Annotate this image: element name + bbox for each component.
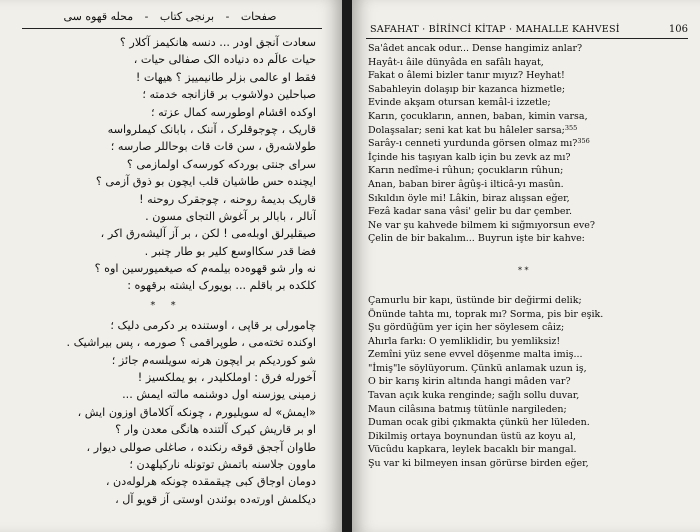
verse-line: Fezâ kadar sana vâsi' gelir bu dar çember.: [368, 206, 573, 218]
verse-text: Sarây-ı cenneti yurdunda görsen olmaz mı?: [368, 138, 578, 150]
verse-line: دیکلمش اورته‌ده بوئندن اوستی آز قویو آل ،: [115, 492, 316, 506]
verse-line: İçinde his taşıyan kalb için bu zevk az mı?: [368, 151, 571, 163]
verse-line: فضا قدر سکااوسع کلیر بو طار چنبر .: [144, 244, 316, 258]
verse-line: Ahırla farkı: O yemliklidir, bu yemliksiz!: [368, 335, 561, 347]
verse-line: Zemîni yüz sene evvel döşenme malta imiş...: [368, 349, 583, 361]
left-header-part: محله قهوه سی: [63, 10, 134, 23]
verse-line: Ne var şu kahvede bilmem ki sığmıyorsun eve?: [368, 219, 595, 231]
verse-line: نه وار شو قهوه‌ده بیلمه‌م که صیغمیورسین اوه ؟: [94, 262, 316, 276]
right-page: [352, 0, 700, 532]
verse-line: Şu gördüğüm yer için her söylesem câiz;: [368, 322, 565, 334]
verse-line: [368, 124, 694, 138]
footnote-marker: 355: [564, 123, 578, 132]
verse-line: دومان اوجاق کبی چیقمقده چونکه هرلوله‌دن ،: [105, 475, 316, 489]
verse-line: چامورلی بر قاپی ، اوستنده بر دکرمی دلیک ؛: [110, 318, 316, 332]
verse-line: Karın, çocukların, annen, baban, kimin varsa,: [368, 110, 588, 122]
verse-line: سرای جنتی بوردکه کورسه‌ک اولمازمی ؟: [126, 157, 316, 171]
right-header-rule: [366, 38, 688, 39]
section-stars: [368, 246, 694, 294]
verse-line: او بر قاریش کیرک آلتنده هانگی معدن وار ؟: [115, 423, 316, 437]
verse-line: Evinde akşam otursan kemâl-i izzetle;: [368, 97, 551, 109]
verse-line: طاوان آججق قوقه رنکنده ، صاغلی صوللی دیوار ،: [86, 440, 316, 454]
verse-line: طولاشه‌رق ، سن قات قات بوحاللر صارسه ؛: [110, 140, 316, 154]
verse-line: شو کوردیکم بر ایچون هرنه سویلسه‌م جائز ؛: [111, 353, 316, 367]
verse-line: Maun cilâsına batmış tütünle nargileden;: [368, 403, 567, 415]
book-gutter: [342, 0, 352, 532]
verse-line: قاریک بدیمهٔ روحنه ، چوجقرک روحنه !: [139, 192, 316, 206]
verse-line: Önünde tahta mı, toprak mı? Sorma, pis bir eşik.: [368, 308, 604, 320]
verse-line: «ایمش» له سویلیورم ، چونکه آکلاماق اوزون ایش ،: [77, 405, 316, 419]
verse-line: زمینی یوزسنه اول دوشنمه مالته ایمش ...: [122, 388, 316, 402]
left-header-part: صفحات: [240, 10, 277, 23]
footnote-marker: 356: [577, 137, 590, 146]
verse-line: سعادت آنجق اودر ... دنسه هانکیمز آکلار ؟: [119, 36, 316, 49]
verse-line: Dikilmiş ortaya boynundan üstü az koyu al,: [368, 430, 576, 442]
section-stars-text: * *: [518, 265, 529, 275]
verse-line: O bir karış kirin altında hangi mâden var?: [368, 376, 571, 388]
verse-line: Sabahleyin dolaşıp bir kazanca hizmetle;: [368, 83, 566, 95]
verse-line: Şu var ki bilmeyen insan görürse birden eğer,: [368, 458, 589, 470]
verse-line: اوکنده تخته‌می ، طوپراقمی ؟ صورمه ، پس بیراشیک .: [66, 336, 316, 350]
verse-line: Sıkıldın öyle mi! Lâkin, biraz alışsan eğer,: [368, 192, 570, 204]
verse-line: ایچنده حس طاشیان قلب ایچون بو ذوق آزمی ؟: [95, 175, 316, 189]
verse-line: آخورله فرق : اوملکلیدر ، بو یملکسیز !: [137, 371, 316, 385]
verse-line: صیقلیرلق اوبله‌می ! لکن ، بر آز آلیشه‌رق اکر ،: [100, 227, 316, 241]
verse-line: اوکده اقشام اوطورسه کمال عزته ؛: [151, 105, 316, 119]
verse-line: [368, 137, 694, 151]
verse-line: Tavan açık kuka renginde; sağlı sollu duvar,: [368, 390, 580, 402]
verse-line: حیات عالَم ده دنیاده الک صفالی حیات ،: [133, 53, 316, 67]
verse-line: Sa'âdet ancak odur... Dense hangimiz anlar?: [368, 43, 583, 54]
verse-line: "İmiş"le söylüyorum. Çünkü anlamak uzun iş,: [368, 362, 587, 374]
verse-line: صباحلین دولاشوب بر قازانجه خدمته ؛: [142, 88, 316, 102]
left-header-part: برنجی کتاب: [159, 10, 215, 23]
verse-line: Çamurlu bir kapı, üstünde bir değirmi delik;: [368, 294, 582, 306]
left-page-body: [16, 34, 316, 508]
verse-text: Dolaşsalar; seni kat kat bu hâleler sarsa;: [368, 124, 565, 136]
right-page-body: [368, 42, 694, 471]
verse-line: آنالر ، بابالر بر آغوش التجای مسون .: [145, 209, 316, 223]
page-number: 106: [668, 24, 688, 35]
right-header-title: SAFAHAT · BİRİNCİ KİTAP · MAHALLE KAHVESİ: [370, 24, 620, 35]
verse-line: Duman ocak gibi çıkmakta çünkü her lüleden.: [368, 417, 590, 429]
verse-line: Vücûdu kapkara, leylek bacaklı bir mangal.: [368, 444, 577, 456]
verse-line: فقط او عالمی بزلر طانیمییز ؟ هیهات !: [135, 70, 316, 84]
verse-line: Çelin de bir bakalım... Buyrun işte bir kahve:: [368, 233, 585, 245]
verse-line: ماوون جلاسنه باتمش توتونله نارکیلهدن ؛: [129, 457, 316, 471]
verse-line: Karın nedîme-i rûhun; çocukların rûhun;: [368, 165, 564, 177]
left-page-header: صفحات - برنجی کتاب - محله قهوه سی: [63, 10, 277, 23]
left-page: [0, 0, 342, 532]
verse-line: قاریک ، چوجوقلرک ، آننک ، بابانک کیملرواسه: [107, 122, 316, 136]
verse-line: Fakat o âlemi bizler tanır mıyız? Heyhat!: [368, 70, 565, 82]
verse-line: Anan, baban birer âgûş-i ilticâ-yı masûn.: [368, 178, 564, 190]
section-stars: * *: [150, 299, 182, 311]
left-header-rule: [22, 28, 322, 29]
verse-line: Hayât-ı âile dünyâda en safâlı hayat,: [368, 56, 544, 68]
verse-line: کلکده بر باقلم ... بویورک ایشته برقهوه :: [127, 279, 316, 293]
